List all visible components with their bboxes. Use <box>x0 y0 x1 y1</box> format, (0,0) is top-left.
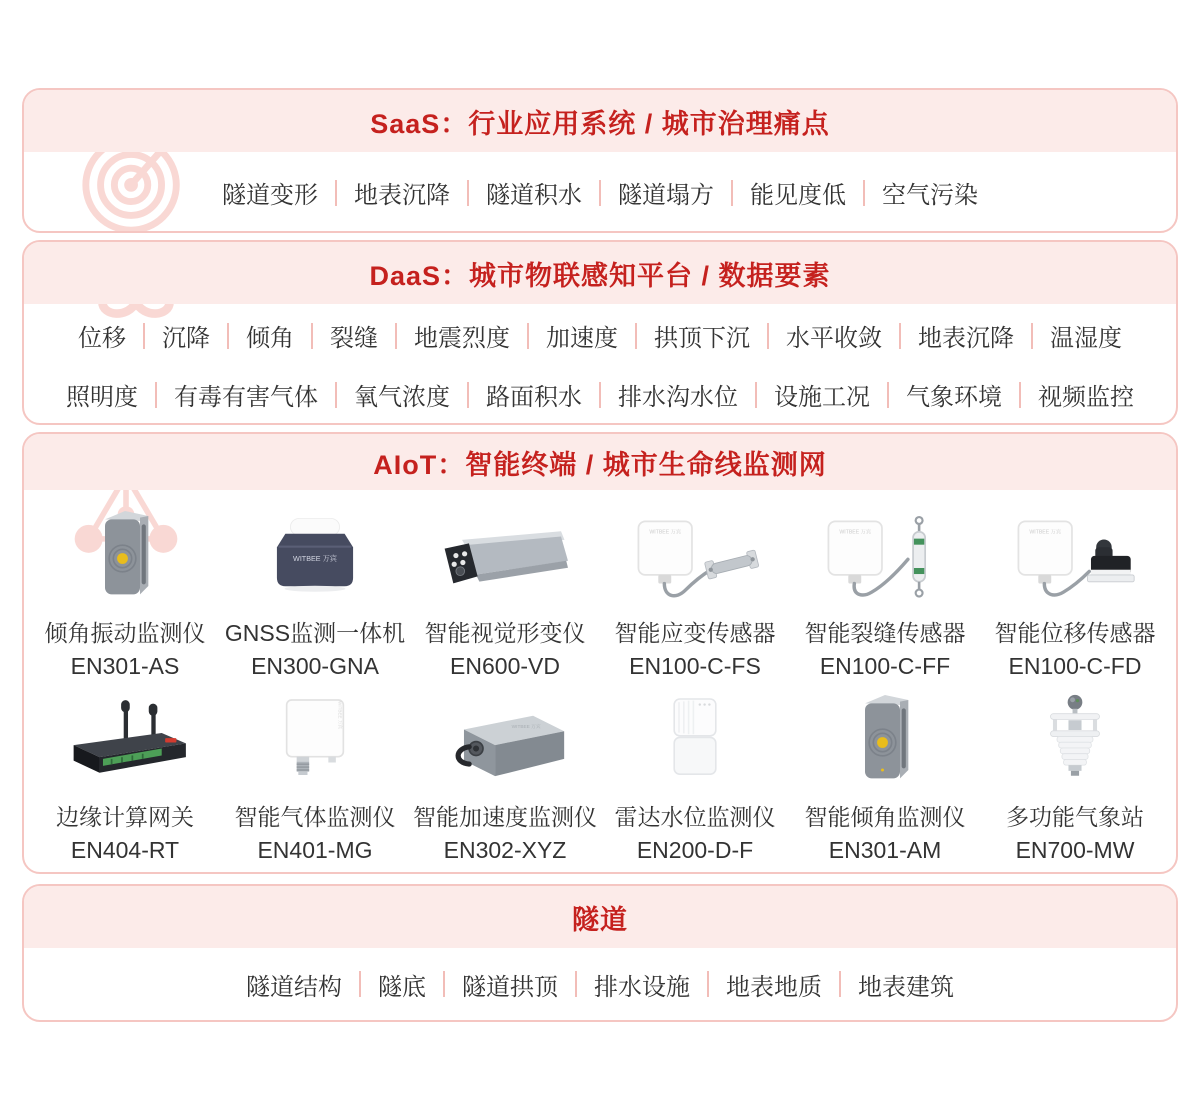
product-name: 多功能气象站 <box>1006 803 1144 830</box>
item-separator <box>635 323 637 349</box>
item-separator <box>155 382 157 408</box>
daas-data-element: 地表沉降 <box>918 325 1014 352</box>
product-name: 智能气体监测仪 <box>234 803 396 830</box>
daas-data-element: 裂缝 <box>330 325 378 352</box>
strain-sensor-device-image <box>619 506 771 606</box>
daas-header-band <box>24 242 1176 304</box>
item-separator <box>887 382 889 408</box>
tunnel-target: 排水设施 <box>594 973 690 1001</box>
product-name: 倾角振动监测仪 <box>44 620 206 646</box>
product-name: 智能加速度监测仪 <box>413 803 597 830</box>
tunnel-target: 隧道拱顶 <box>462 973 558 1001</box>
product-name: 边缘计算网关 <box>56 803 194 830</box>
tunnel-header-band <box>24 886 1176 948</box>
daas-data-element: 倾角 <box>246 325 294 352</box>
item-separator <box>143 323 145 349</box>
daas-data-element: 沉降 <box>162 325 210 352</box>
product-name: 智能应变传感器 <box>614 620 776 646</box>
tunnel-target: 地表地质 <box>726 973 822 1001</box>
daas-data-element: 视频监控 <box>1038 384 1134 411</box>
product-name: 智能视觉形变仪 <box>424 620 586 646</box>
daas-title: DaaS：城市物联感知平台 / 数据要素 <box>369 260 831 291</box>
product-model: EN401-MG <box>257 837 373 864</box>
daas-data-element: 地震烈度 <box>414 325 510 352</box>
item-separator <box>755 382 757 408</box>
product-card <box>30 690 220 864</box>
daas-data-element: 气象环境 <box>906 384 1002 411</box>
item-separator <box>467 180 469 206</box>
section-daas <box>22 240 1178 425</box>
product-model: EN301-AS <box>70 653 180 680</box>
product-card <box>980 690 1170 864</box>
daas-data-element: 加速度 <box>546 325 618 352</box>
vision-camera-device-image <box>429 506 581 606</box>
product-card <box>410 506 600 680</box>
saas-pain-point: 隧道积水 <box>486 182 582 209</box>
item-separator <box>335 382 337 408</box>
svg-text:WITBEE 万宾: WITBEE 万宾 <box>337 700 343 729</box>
product-card <box>30 506 220 680</box>
item-separator <box>359 971 361 997</box>
svg-text:WITBEE 万宾: WITBEE 万宾 <box>649 529 682 536</box>
product-name: 智能位移传感器 <box>994 620 1156 646</box>
product-model: EN100-C-FD <box>1008 653 1142 680</box>
daas-data-element: 设施工况 <box>774 384 870 411</box>
product-card <box>220 690 410 864</box>
product-model: EN302-XYZ <box>443 837 567 864</box>
product-name: GNSS监测一体机 <box>224 620 406 646</box>
daas-data-element: 照明度 <box>66 384 138 411</box>
svg-text:WITBEE 万宾: WITBEE 万宾 <box>839 529 872 536</box>
item-separator <box>395 323 397 349</box>
radar-level-device-image <box>647 690 743 790</box>
daas-data-elements-row2 <box>24 365 1176 424</box>
item-separator <box>575 971 577 997</box>
product-card <box>980 506 1170 680</box>
weather-station-device-image <box>1026 690 1124 790</box>
section-saas <box>22 88 1178 233</box>
product-model: EN100-C-FF <box>819 653 951 680</box>
section-aiot <box>22 432 1178 874</box>
product-model: EN300-GNA <box>251 653 379 680</box>
crack-sensor-device-image <box>809 506 961 606</box>
saas-pain-point: 隧道变形 <box>222 182 318 209</box>
item-separator <box>1031 323 1033 349</box>
edge-gateway-device-image <box>49 690 201 790</box>
daas-data-element: 排水沟水位 <box>618 384 738 411</box>
product-name: 雷达水位监测仪 <box>614 803 776 830</box>
product-model: EN200-D-F <box>636 837 754 864</box>
product-model: EN700-MW <box>1015 837 1135 864</box>
tilt-monitor-device-image <box>835 690 935 790</box>
item-separator <box>599 382 601 408</box>
daas-data-element: 拱顶下沉 <box>654 325 750 352</box>
saas-pain-point: 地表沉降 <box>354 182 450 209</box>
item-separator <box>1019 382 1021 408</box>
product-grid <box>24 490 1176 863</box>
gnss-device-image <box>260 506 370 606</box>
daas-data-element: 温湿度 <box>1050 325 1122 352</box>
saas-pain-point: 空气污染 <box>882 182 978 209</box>
item-separator <box>599 180 601 206</box>
daas-data-element: 水平收敛 <box>786 325 882 352</box>
daas-data-element: 氧气浓度 <box>354 384 450 411</box>
item-separator <box>527 323 529 349</box>
daas-data-element: 路面积水 <box>486 384 582 411</box>
aiot-header-band <box>24 434 1176 490</box>
tunnel-target: 隧底 <box>378 973 426 1001</box>
product-card <box>220 506 410 680</box>
tunnel-targets <box>24 948 1176 1020</box>
item-separator <box>839 971 841 997</box>
product-card <box>600 690 790 864</box>
gas-monitor-device-image <box>265 690 365 790</box>
saas-pain-points <box>24 152 1176 233</box>
tunnel-target: 隧道结构 <box>246 973 342 1001</box>
aiot-title: AIoT：智能终端 / 城市生命线监测网 <box>373 449 827 480</box>
daas-data-element: 有毒有害气体 <box>174 384 318 411</box>
saas-pain-point: 能见度低 <box>750 182 846 209</box>
product-model: EN301-AM <box>828 837 942 864</box>
product-name: 智能倾角监测仪 <box>804 803 966 830</box>
product-card <box>410 690 600 864</box>
product-card <box>790 690 980 864</box>
tunnel-target: 地表建筑 <box>858 973 954 1001</box>
item-separator <box>443 971 445 997</box>
product-name: 智能裂缝传感器 <box>804 620 966 646</box>
product-model: EN404-RT <box>70 837 180 864</box>
product-card <box>790 506 980 680</box>
item-separator <box>335 180 337 206</box>
item-separator <box>707 971 709 997</box>
saas-header-band <box>24 90 1176 152</box>
product-card <box>600 506 790 680</box>
daas-data-elements-row1 <box>24 306 1176 365</box>
item-separator <box>311 323 313 349</box>
saas-pain-point: 隧道塌方 <box>618 182 714 209</box>
svg-text:WITBEE 万宾: WITBEE 万宾 <box>511 724 541 730</box>
item-separator <box>899 323 901 349</box>
section-tunnel <box>22 884 1178 1022</box>
item-separator <box>863 180 865 206</box>
displacement-sensor-device-image <box>999 506 1151 606</box>
item-separator <box>227 323 229 349</box>
product-model: EN600-VD <box>450 653 560 680</box>
item-separator <box>731 180 733 206</box>
item-separator <box>467 382 469 408</box>
svg-text:WITBEE 万宾: WITBEE 万宾 <box>1029 529 1062 536</box>
item-separator <box>767 323 769 349</box>
daas-data-element: 位移 <box>78 325 126 352</box>
accelerometer-device-image <box>429 690 581 790</box>
svg-text:WITBEE 万宾: WITBEE 万宾 <box>293 553 337 563</box>
product-model: EN100-C-FS <box>629 653 761 680</box>
saas-title: SaaS：行业应用系统 / 城市治理痛点 <box>370 108 830 139</box>
tilt-vibration-device-image <box>75 506 175 606</box>
tunnel-title: 隧道 <box>572 904 628 935</box>
